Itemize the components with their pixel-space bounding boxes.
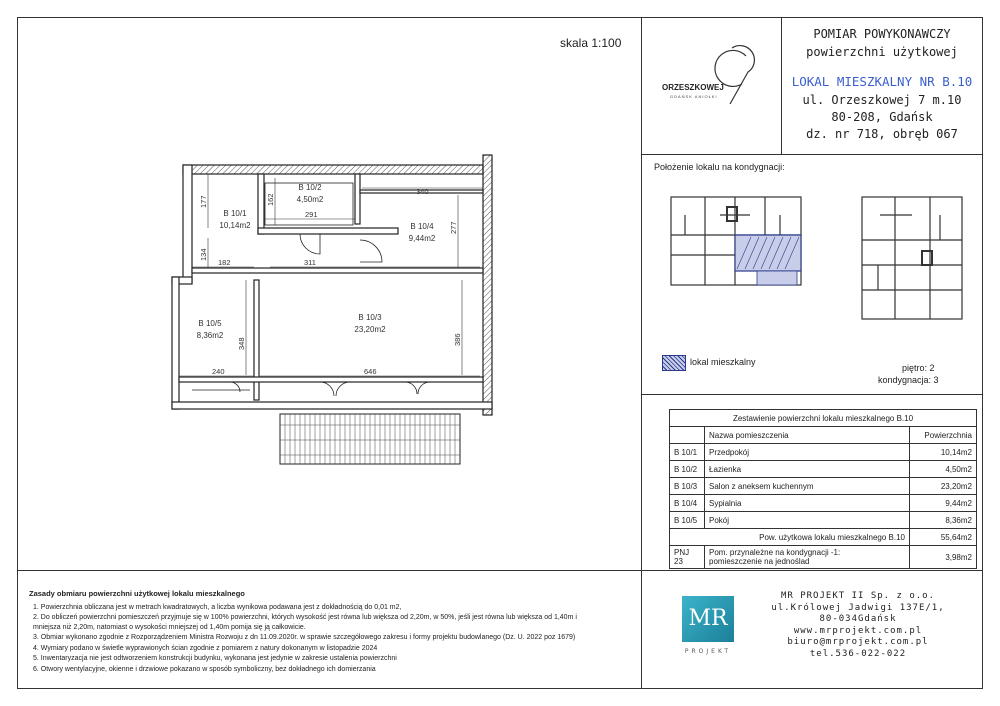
level-label: kondygnacja: 3 xyxy=(878,375,939,385)
title-line2: powierzchni użytkowej xyxy=(806,45,958,59)
company-city: 80-034Gdańsk xyxy=(819,614,897,624)
room-label-4-area: 9,44m2 xyxy=(408,234,436,243)
floor-info xyxy=(878,362,939,386)
divider-right-column xyxy=(641,17,642,689)
dim-646: 646 xyxy=(364,367,377,376)
balcony xyxy=(280,414,460,464)
area-table xyxy=(669,409,977,569)
table-title: Zestawienie powierzchni lokalu mieszkalnego B.10 xyxy=(670,410,977,427)
table-total-row: Pow. użytkowa lokalu mieszkalnego B.10 55,64m2 xyxy=(670,529,977,546)
scale-label: skala 1:100 xyxy=(560,36,622,50)
dim-134: 134 xyxy=(199,248,208,261)
address-line3: dz. nr 718, obręb 067 xyxy=(806,127,958,141)
company-street: ul.Królowej Jadwigi 137E/1, xyxy=(771,602,945,613)
dim-291: 291 xyxy=(305,210,318,219)
dim-277: 277 xyxy=(449,221,458,234)
room-label-1-area: 10,14m2 xyxy=(219,221,251,230)
rule-item: 2. Do obliczeń powierzchni pomieszczeń przyjmuje się w 100% powierzchni, których wysokość jest równa lub większa od 2,20m, w 50%, jeśli jest równa lub większa od 1,40m i mniejsza niż 2,20m, natomiast o wysokości mniejszej od 1,40m pomija się ją całkowicie. xyxy=(33,614,577,631)
floor-plan xyxy=(150,150,500,470)
measurement-rules xyxy=(29,589,589,675)
logo-letters: MR xyxy=(688,606,728,631)
room-label-2-id: B 10/2 xyxy=(298,183,322,192)
logo-name: ORZESZKOWEJ xyxy=(662,83,724,92)
table-row: B 10/2 Łazienka 4,50m2 xyxy=(670,461,977,478)
company-phone: tel.536-022-022 xyxy=(809,648,907,659)
rule-item: 4. Wymiary podano w świetle wyprawionych ścian zgodnie z pomiarem z natury dokonanym w listopadzie 2024 xyxy=(33,644,378,652)
table-row: B 10/4 Sypialnia 9,44m2 xyxy=(670,495,977,512)
company-name: MR PROJEKT II Sp. z o.o. xyxy=(780,591,936,601)
title-line1: POMIAR POWYKONAWCZY xyxy=(813,27,951,41)
dim-386: 386 xyxy=(453,333,462,346)
table-row: B 10/1 Przedpokój 10,14m2 xyxy=(670,444,977,461)
room-label-5-area: 8,36m2 xyxy=(196,331,224,340)
table-col-name: Nazwa pomieszczenia xyxy=(705,427,910,444)
company-web[interactable]: www.mrprojekt.com.pl xyxy=(793,625,923,636)
room-label-3-area: 23,20m2 xyxy=(354,325,386,334)
divider-table xyxy=(641,570,983,571)
orzeszkowej-logo xyxy=(660,42,770,108)
dim-311: 311 xyxy=(304,258,316,267)
logo-sub: GDAŃSK ANIOŁKI xyxy=(670,94,718,99)
table-row: B 10/5 Pokój 8,36m2 xyxy=(670,512,977,529)
divider-bottom xyxy=(17,570,641,571)
room-label-4-id: B 10/4 xyxy=(410,222,434,231)
dim-348: 348 xyxy=(237,337,246,350)
address-line2: 80-208, Gdańsk xyxy=(831,110,933,124)
table-col-area: Powierzchnia xyxy=(910,427,977,444)
rule-item: 3. Obmiar wykonano zgodnie z Rozporządzeniem Ministra Rozwoju z dn 11.09.2020r. w sprawie szczegółowego zakresu i formy projektu budowlanego (Dz. U. 2022 poz 1679) xyxy=(33,634,576,641)
floor-label: piętro: 2 xyxy=(902,363,935,373)
table-extra-row: PNJ 23 Pom. przynależne na kondygnacji -1: pomieszczenie na jednoślad 3,98m2 xyxy=(670,546,977,569)
location-plan-left xyxy=(665,185,815,300)
dim-162: 162 xyxy=(266,193,275,206)
room-label-3-id: B 10/3 xyxy=(358,313,382,322)
company-email[interactable]: biuro@mrprojekt.com.pl xyxy=(787,637,929,647)
logo-subtitle: PROJEKT xyxy=(684,648,732,655)
address-line1: ul. Orzeszkowej 7 m.10 xyxy=(802,93,962,107)
rules-title: Zasady obmiaru powierzchni użytkowej lokalu mieszkalnego xyxy=(29,589,245,598)
dim-240: 240 xyxy=(212,367,225,376)
divider-header xyxy=(641,154,983,155)
room-label-1-id: B 10/1 xyxy=(223,209,247,218)
location-plan-right xyxy=(850,185,975,330)
table-row: B 10/3 Salon z aneksem kuchennym 23,20m2 xyxy=(670,478,977,495)
company-info xyxy=(758,591,958,660)
room-label-5-id: B 10/5 xyxy=(198,319,222,328)
legend-swatch xyxy=(662,355,686,371)
mr-projekt-logo xyxy=(682,596,734,642)
dim-340: 340 xyxy=(416,187,429,196)
location-title: Położenie lokalu na kondygnacji: xyxy=(654,162,785,172)
room-label-2-area: 4,50m2 xyxy=(296,195,324,204)
divider-location xyxy=(641,394,983,395)
dim-182: 182 xyxy=(218,258,231,267)
rule-item: 1. Powierzchnia obliczana jest w metrach kwadratowych, a liczba wynikowa podawana jest z dokładnością do 0,01 m2, xyxy=(33,603,402,611)
rule-item: 5. Inwentaryzacja nie jest odtworzeniem konstrukcji budynku, wykonana jest jedynie w zakresie ustalenia powierzchni xyxy=(33,655,397,662)
inner-walls xyxy=(179,174,483,400)
legend-label: lokal mieszkalny xyxy=(690,357,756,367)
unit-label: LOKAL MIESZKALNY NR B.10 xyxy=(791,74,973,89)
dim-177: 177 xyxy=(199,195,208,208)
rule-item: 6. Otwory wentylacyjne, okienne i drzwiowe pokazano w sposób symboliczny, bez dokładnego ich domierzania xyxy=(33,665,376,673)
dimension-lines xyxy=(179,174,483,376)
